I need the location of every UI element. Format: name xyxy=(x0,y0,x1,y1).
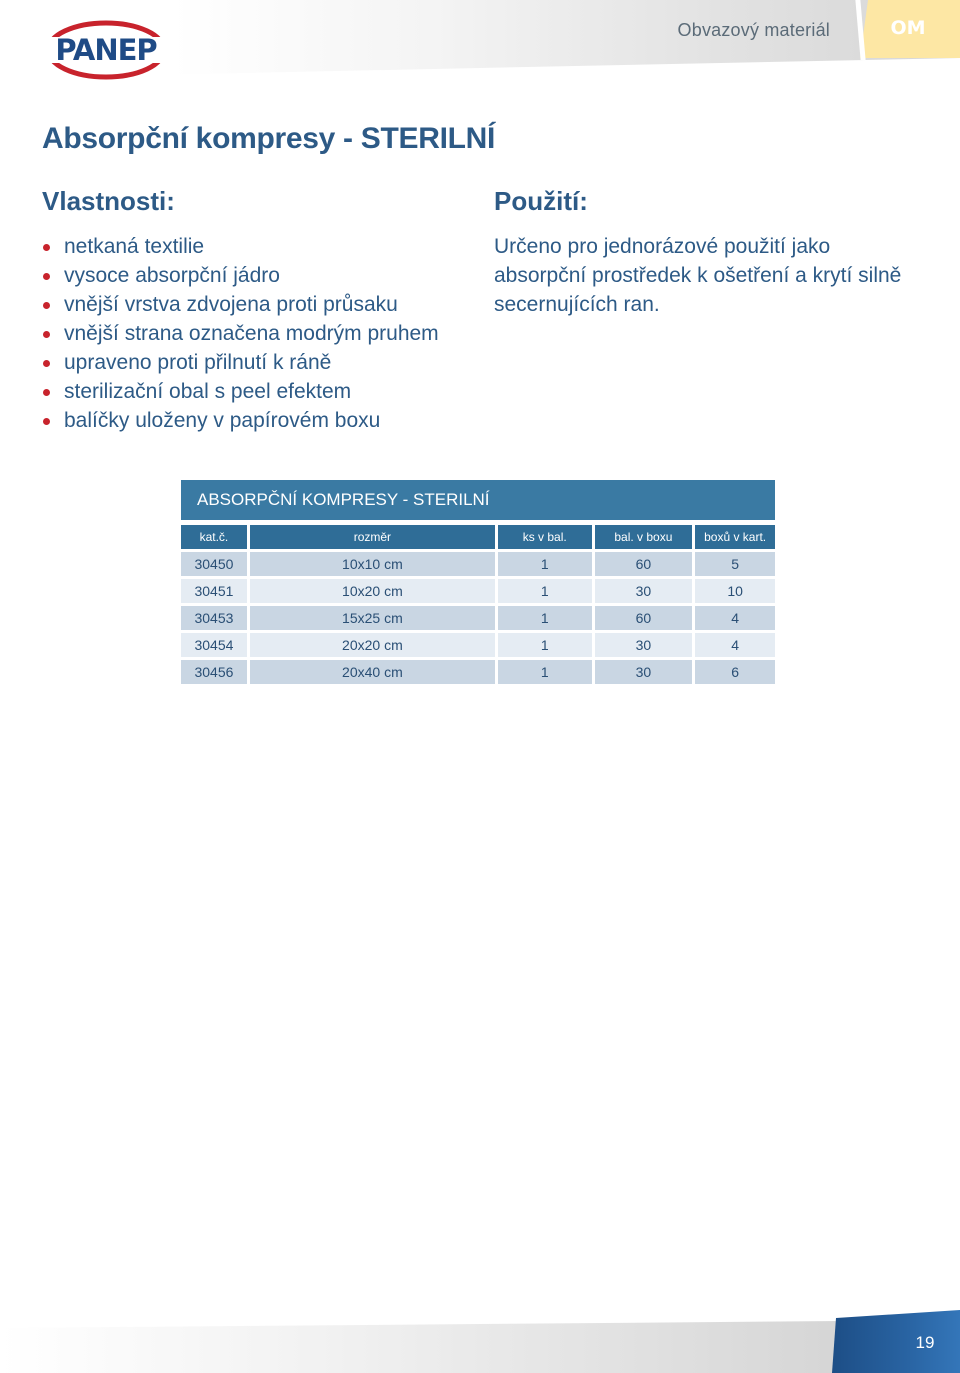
property-text: sterilizační obal s peel efektem xyxy=(64,380,352,403)
properties-heading: Vlastnosti: xyxy=(42,186,175,216)
property-text: vnější strana označena modrým pruhem xyxy=(64,322,439,345)
table-row xyxy=(181,552,775,576)
table-row xyxy=(181,579,775,603)
bullet-icon xyxy=(43,360,50,367)
table-row xyxy=(181,606,775,630)
column-header-catalog-number: kat.č. xyxy=(181,525,247,549)
list-item xyxy=(42,377,439,406)
list-item xyxy=(42,290,439,319)
cell-pieces-per-pack: 1 xyxy=(498,633,592,657)
list-item xyxy=(42,348,439,377)
bullet-icon xyxy=(43,331,50,338)
column-header-pieces-per-pack: ks v bal. xyxy=(498,525,592,549)
bullet-icon xyxy=(43,302,50,309)
list-item xyxy=(42,406,439,435)
product-table xyxy=(181,480,775,687)
section-title: Obvazový materiál xyxy=(677,20,830,40)
cell-pieces-per-pack: 1 xyxy=(498,606,592,630)
table-row xyxy=(181,660,775,684)
property-text: vnější vrstva zdvojena proti průsaku xyxy=(64,293,398,316)
use-heading: Použití: xyxy=(494,186,588,216)
cell-boxes-per-carton: 10 xyxy=(695,579,775,603)
cell-boxes-per-carton: 5 xyxy=(695,552,775,576)
cell-catalog-number: 30453 xyxy=(181,606,247,630)
logo-text: PANEP xyxy=(55,33,157,67)
cell-pieces-per-pack: 1 xyxy=(498,579,592,603)
bullet-icon xyxy=(43,273,50,280)
column-header-boxes-per-carton: boxů v kart. xyxy=(695,525,775,549)
property-text: upraveno proti přilnutí k ráně xyxy=(64,351,332,374)
cell-catalog-number: 30454 xyxy=(181,633,247,657)
column-header-packs-per-box: bal. v boxu xyxy=(595,525,693,549)
cell-boxes-per-carton: 4 xyxy=(695,633,775,657)
section-code: OM xyxy=(890,17,926,39)
table-title: ABSORPČNÍ KOMPRESY - STERILNÍ xyxy=(181,480,775,520)
cell-pieces-per-pack: 1 xyxy=(498,660,592,684)
cell-size: 10x20 cm xyxy=(250,579,495,603)
footer-band xyxy=(0,1320,960,1373)
cell-packs-per-box: 60 xyxy=(595,552,693,576)
list-item xyxy=(42,319,439,348)
panep-logo xyxy=(44,16,168,84)
cell-packs-per-box: 30 xyxy=(595,633,693,657)
table-row xyxy=(181,633,775,657)
use-text: Určeno pro jednorázové použití jako absorpční prostředek k ošetření a krytí silně secernujících ran. xyxy=(494,235,902,316)
bullet-icon xyxy=(43,389,50,396)
product-table-grid xyxy=(178,522,778,687)
properties-list xyxy=(42,232,439,435)
cell-catalog-number: 30450 xyxy=(181,552,247,576)
cell-packs-per-box: 60 xyxy=(595,606,693,630)
cell-pieces-per-pack: 1 xyxy=(498,552,592,576)
table-header-row xyxy=(181,525,775,549)
list-item xyxy=(42,261,439,290)
cell-size: 10x10 cm xyxy=(250,552,495,576)
cell-boxes-per-carton: 4 xyxy=(695,606,775,630)
page-title: Absorpční kompresy - STERILNÍ xyxy=(42,122,496,155)
list-item xyxy=(42,232,439,261)
cell-boxes-per-carton: 6 xyxy=(695,660,775,684)
cell-size: 20x40 cm xyxy=(250,660,495,684)
bullet-icon xyxy=(43,418,50,425)
cell-size: 15x25 cm xyxy=(250,606,495,630)
cell-size: 20x20 cm xyxy=(250,633,495,657)
column-header-size: rozměr xyxy=(250,525,495,549)
cell-catalog-number: 30451 xyxy=(181,579,247,603)
page-number: 19 xyxy=(915,1333,935,1352)
property-text: balíčky uloženy v papírovém boxu xyxy=(64,409,381,432)
property-text: vysoce absorpční jádro xyxy=(64,264,280,287)
bullet-icon xyxy=(43,244,50,251)
cell-packs-per-box: 30 xyxy=(595,579,693,603)
cell-packs-per-box: 30 xyxy=(595,660,693,684)
cell-catalog-number: 30456 xyxy=(181,660,247,684)
property-text: netkaná textilie xyxy=(64,235,205,258)
